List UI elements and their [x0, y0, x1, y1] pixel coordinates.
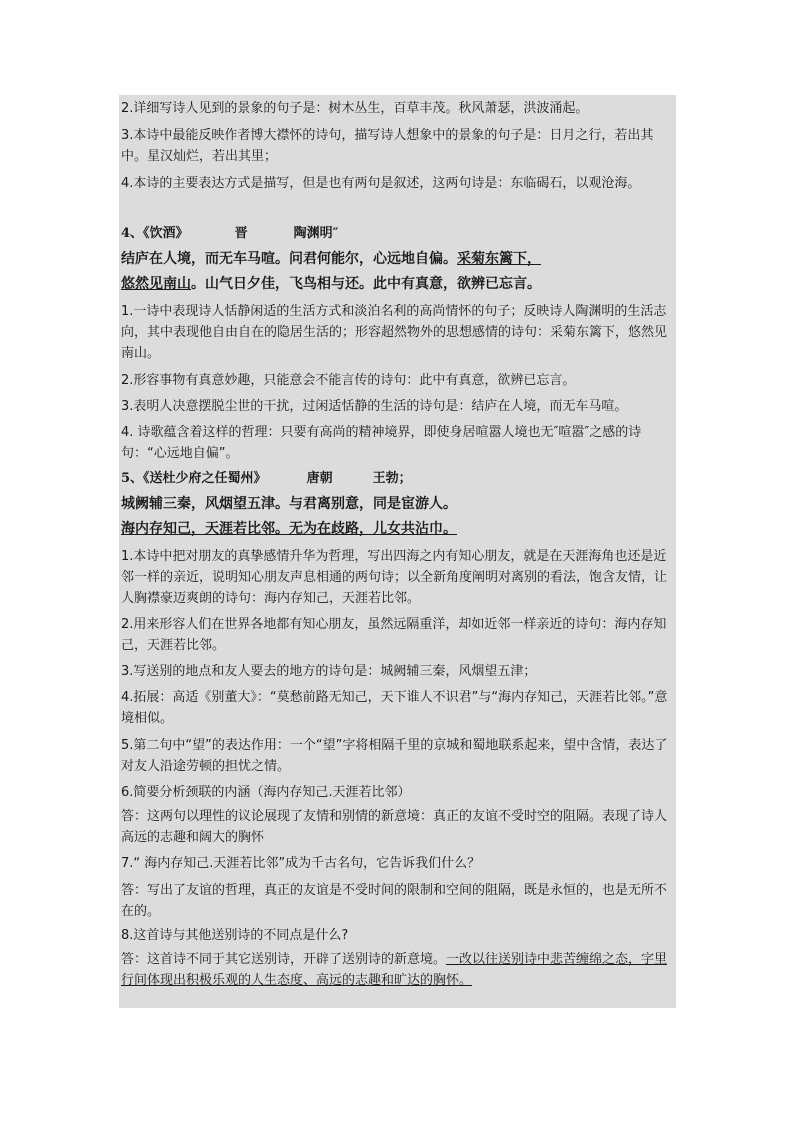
poem-text: 。山气日夕佳，飞鸟相与还。此中有真意，欲辨已忘言。 — [191, 276, 541, 292]
poem-line — [119, 248, 676, 270]
answer-text: 答：写出了友谊的哲理，真正的友谊是不受时间的限制和空间的阻隔，既是永恒的，也是无所不在的。 — [121, 883, 668, 919]
poem-title: 《送杜少府之任蜀州》 — [143, 471, 267, 486]
list-item: 4. 诗歌蕴含着这样的哲理：只要有高尚的精神境界，即使身居喧嚣人境也无″喧嚣″之感的诗句：“心远地自偏”。 — [121, 425, 642, 461]
list-item: 1.一诗中表现诗人恬静闲适的生活方式和淡泊名利的高尚情怀的句子；反映诗人陶渊明的生活志向，其中表现他自由自在的隐居生活的；形容超然物外的思想感情的诗句：采菊东篱下，悠然见南山。 — [121, 304, 668, 361]
poem-line: 城阙辅三秦，风烟望五津。与君离别意，同是宦游人。 — [121, 496, 457, 512]
poem-author: 陶渊明″ — [293, 226, 339, 241]
answer-text: 答：这两句以理性的议论展现了友情和别情的新意境：真正的友谊不受时空的阻隔。表现了诗人高远的志趣和阔大的胸怀 — [121, 809, 668, 845]
list-item: 1.本诗中把对朋友的真挚感情升华为哲理，写出四海之内有知心朋友，就是在天涯海角也还是近邻一样的亲近，说明知心朋友声息相通的两句诗；以全新角度阐明对离别的看法，饱含友情，让人胸襟豪迈爽朗的诗句：海内存知己，天涯若比邻。 — [121, 549, 668, 606]
list-item: 3.本诗中最能反映作者博大襟怀的诗句，描写诗人想象中的景象的句子是：日月之行，若出其中。星汉灿烂，若出其里； — [121, 128, 654, 164]
poem-heading — [119, 468, 676, 489]
answer-part: 答：这首诗不同于其它送别诗，开辟了送别诗的新意境。 — [121, 952, 447, 967]
poem-dynasty: 晋 — [234, 226, 248, 241]
list-item: 4.拓展：高适《别董大》：“莫愁前路无知己，天下谁人不识君”与“海内存知己，天涯若比邻。”意境相似。 — [121, 690, 668, 726]
list-item: 5.第二句中“望”的表达作用：一个“望”字将相隔千里的京城和蜀地联系起来，望中含情，表达了对友人沿途劳顿的担忧之情。 — [121, 738, 668, 774]
poem-line — [119, 273, 676, 295]
list-item: 4.本诗的主要表达方式是描写，但是也有两句是叙述，这两句诗是：东临碣石，以观沧海。 — [121, 176, 641, 191]
list-item: 3.写送别的地点和友人要去的地方的诗句是：城阙辅三秦，风烟望五津； — [121, 664, 537, 679]
poem-title: 《饮酒》 — [143, 226, 189, 241]
list-item: 3.表明人决意摆脱尘世的干扰，过闲适恬静的生活的诗句是：结庐在人境，而无车马喧。 — [121, 399, 628, 414]
poem-dynasty: 唐朝 — [306, 471, 333, 486]
answer-part-underlined: 一改以往送别诗中悲苦缠绵之态，字里行间体现出积极乐观的人生态度、高远的志趣和旷达的胸怀。 — [121, 952, 668, 988]
poem-text: 结庐在人境，而无车马喧。问君何能尔，心远地自偏。 — [121, 251, 457, 267]
poem-heading — [119, 223, 676, 244]
list-item: 2.用来形容人们在世界各地都有知心朋友，虽然远隔重洋，却如近邻一样亲近的诗句：海内存知己，天涯若比邻。 — [121, 617, 667, 653]
poem-text-underlined: 悠然见南山 — [121, 276, 191, 292]
poem-line: 海内存知己，天涯若比邻。无为在歧路，儿女共沾巾。 — [121, 521, 457, 537]
poem-number: 4、 — [121, 226, 144, 241]
poem-number: 5、 — [121, 471, 144, 486]
list-item: 2.形容事物有真意妙趣，只能意会不能言传的诗句：此中有真意，欲辨已忘言。 — [121, 373, 576, 388]
list-item: 8.这首诗与其他送别诗的不同点是什么? — [121, 928, 349, 943]
poem-text-underlined: 采菊东篱下， — [457, 251, 541, 267]
list-item: 2.详细写诗人见到的景象的句子是：树木丛生，百草丰茂。秋风萧瑟，洪波涌起。 — [121, 101, 589, 116]
list-item: 6.简要分析颈联的内涵（海内存知己.天涯若比邻） — [121, 785, 411, 800]
poem-author: 王勃； — [372, 471, 412, 486]
answer-text — [119, 949, 676, 991]
list-item: 7.“ 海内存知己.天涯若比邻”成为千古名句，它告诉我们什么？ — [121, 856, 481, 871]
